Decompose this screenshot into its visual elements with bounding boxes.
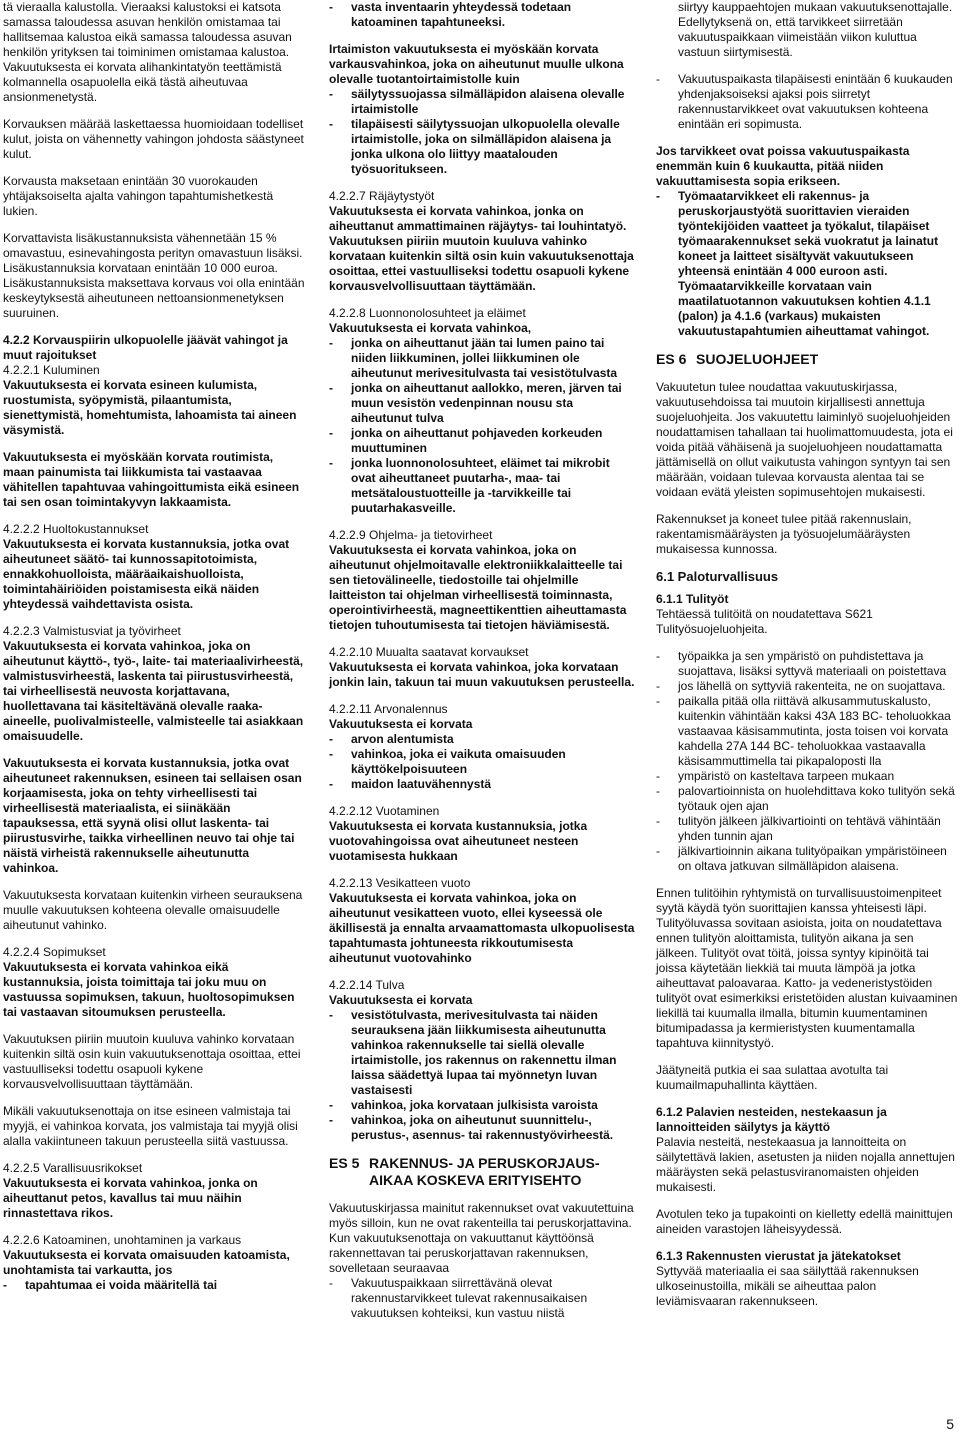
dash-list-item: - ympäristö on kasteltava tarpeen mukaan (656, 769, 958, 784)
section-heading: 4.2.2.2 Huoltokustannukset (3, 522, 149, 536)
paragraph: Avotulen teko ja tupakointi on kielletty edellä mainittujen aineiden varastojen läheisyydessä. (656, 1207, 953, 1236)
paragraph: Korvattavista lisäkustannuksista vähennetään 15 % omavastuu, esinevahingosta perityn omavastuun lisäksi. Lisäkustannuksia korvataan enintään 10 000 euroa. Lisäkustannuksista maksettava korvaus voi olla enintään keskeytyksestä aiheutuneen nettoansionmenetyksen suuruinen. (3, 231, 305, 320)
dash-list-item: - Vakuutuspaikasta tilapäisesti enintään 6 kuukauden yhdenjaksoiseksi ajaksi pois siirretyt rakennustarvikkeet ovat vakuutuksen kohteena enintään eri sopimusta. (656, 72, 958, 132)
dash-list-item: - tilapäisesti säilytyssuojan ulkopuolella olevalle irtaimistolle, joka on silmälläpidon alaisena ja jonka ulkona olo liittyy maatalouden työsuoritukseen. (329, 117, 636, 177)
chapter-heading-line (329, 1155, 636, 1172)
text-block (3, 945, 305, 1020)
section-heading: 4.2.2.8 Luonnonolosuhteet ja eläimet (329, 306, 526, 320)
dash-list-item: - säilytyssuojassa silmälläpidon alaisena olevalle irtaimistolle (329, 87, 636, 117)
section-heading: 4.2.2.12 Vuotaminen (329, 804, 440, 818)
bold-paragraph: Vakuutuksesta ei korvata vahinkoa, joka on aiheutunut vesikatteen vuoto, ellei kyseessä ole äkillisestä ja ennalta arvaamattomasta ulkopuolisesta tapahtumasta johtuneesta rikkoutumisesta aiheutunut vuotovahinko (329, 891, 635, 965)
paragraph: Rakennukset ja koneet tulee pitää rakennuslain, rakentamismääräysten ja työsuojelumääräysten mukaisessa kunnossa. (656, 512, 912, 556)
text-block (656, 649, 958, 874)
section-heading: 4.2.2.14 Tulva (329, 978, 405, 992)
section-heading: 4.2.2.13 Vesikatteen vuoto (329, 876, 471, 890)
dash-list-item: - vesistötulvasta, merivesitulvasta tai näiden seurauksena jään liikkumisesta aiheutunutta vahinkoa rakennukselle tai siellä olevalle irtaimistolle, jos rakennus on rakennettu ilman laissa säädettyä lupaa tai myönnetyn luvan vastaisesti (329, 1008, 636, 1098)
dash-list-item: - vahinkoa, joka on aiheutunut suunnittelu-, perustus-, asennus- tai rakennustyövirheestä. (329, 1113, 636, 1143)
dash-list-item: - työpaikka ja sen ympäristö on puhdistettava ja suojattava, lisäksi syttyvä materiaali on poistettava (656, 649, 958, 679)
column-right (656, 0, 958, 1321)
text-block (329, 876, 636, 966)
section-heading: 4.2.2.10 Muualta saatavat korvaukset (329, 645, 529, 659)
text-block (3, 450, 305, 510)
text-block (3, 117, 305, 162)
dash-list-item: - jälkivartioinnin aikana tulityöpaikan ympäristöineen on oltava jatkuvan silmälläpidon alaisena. (656, 844, 958, 874)
paragraph: Tehtäessä tulitöitä on noudatettava S621 Tulityösuojeluohjeita. (656, 607, 873, 636)
chapter-title: SUOJELUOHJEET (696, 351, 819, 367)
paragraph: Jäätyneitä putkia ei saa sulattaa avotulta tai kuumailmapuhallinta käyttäen. (656, 1063, 889, 1092)
section-heading: 4.2.2.5 Varallisuusrikokset (3, 1161, 143, 1175)
text-block (656, 1249, 958, 1309)
text-block (3, 174, 305, 219)
text-block (329, 306, 636, 516)
chapter-heading (656, 351, 958, 368)
text-block (656, 72, 958, 132)
dash-list-item: - arvon alentumista (329, 732, 636, 747)
chapter-heading (329, 1155, 636, 1189)
bold-paragraph: Vakuutuksesta ei korvata vahinkoa, joka on aiheutunut käyttö-, työ-, laite- tai materiaalivirheestä, valmistusvirheestä, laskenta tai piirustusvirheestä, tai virheellisestä neuvosta korjattavana, huollettavana tai käsiteltävänä olevalle raaka-aineelle, puolivalmisteelle, valmisteelle tai asiakkaan omaisuudelle. (3, 639, 304, 743)
section-heading: 4.2.2.11 Arvonalennus (329, 702, 448, 716)
bold-paragraph: Vakuutuksesta ei korvata omaisuuden katoamista, unohtamista tai varkautta, jos (3, 1248, 290, 1277)
section-heading: 4.2.2.4 Sopimukset (3, 945, 106, 959)
text-block (656, 1063, 958, 1093)
chapter-heading-line (656, 351, 958, 368)
bold-paragraph: Vakuutuksesta ei korvata kustannuksia, jotka vuotovahingoissa ovat aiheutuneet nesteen vuotamisesta hukkaan (329, 819, 588, 863)
column-middle (329, 0, 636, 1333)
bold-paragraph: Vakuutuksesta ei korvata vahinkoa eikä kustannuksia, joista toimittaja tai joku muu on vastuussa sopimuksen, takuun, huoltosopimuksen tai vastaavan sitoumuksen perusteella. (3, 960, 295, 1019)
text-block (656, 144, 958, 339)
bold-paragraph: Vakuutuksesta ei korvata vahinkoa, joka korvataan jonkin lain, takuun tai muun vakuutuksen perusteella. (329, 660, 635, 689)
text-block (3, 756, 305, 876)
chapter-number: ES 6 (656, 351, 687, 367)
text-block (3, 1104, 305, 1149)
text-block (3, 888, 305, 933)
section-heading: 6.1.1 Tulityöt (656, 592, 729, 606)
dash-list-item: - vahinkoa, joka korvataan julkisista varoista (329, 1098, 636, 1113)
dash-list-item: - jonka on aiheuttanut jään tai lumen paino tai niiden liikkuminen, jollei liikkuminen ole aiheutunut merivesitulvasta tai vesistötulvasta (329, 336, 636, 381)
bold-paragraph: Vakuutuksesta ei korvata (329, 993, 473, 1007)
text-block (329, 1201, 636, 1321)
paragraph: Vakuutuksen piiriin muutoin kuuluva vahinko korvataan kuitenkin siltä osin kuin vakuutuksenottaja osoittaa, ettei vastuulliseksi todettu osapuoli kykene korvausvelvollisuuttaan täyttämään. (3, 1032, 301, 1091)
dash-list-item: - maidon laatuvähennystä (329, 777, 636, 792)
text-block (656, 886, 958, 1051)
dash-list-item: - paikalla pitää olla riittävä alkusammutuskalusto, kuitenkin vähintään kaksi 43A 183 BC- teholuokkaa vastaavaa käsisammutinta, josta toisen voi korvata kahdella 27A 144 BC- teholuokkaa vastaavalla käsisammuttimella tai pikapaloposti lla (656, 694, 958, 769)
paragraph: Vakuutetun tulee noudattaa vakuutuskirjassa, vakuutusehdoissa tai muutoin kirjallisesti annettuja suojeluohjeita. Jos vakuutettu laiminlyö suojeluohjeiden noudattamisen tahallaan tai huolimattomuudesta, jota ei voida pitää vähäisenä ja suojeluohjeen noudattamatta jättämisellä on ollut vaikutusta vahingon syntyyn tai sen määrään, voidaan tulevaa korvausta alentaa tai se voidaan evätä yleisten sopimusehtojen mukaisesti. (656, 380, 953, 499)
section-heading: 4.2.2.3 Valmistusviat ja työvirheet (3, 624, 181, 638)
dash-list-item: - tapahtumaa ei voida määritellä tai (3, 1278, 305, 1293)
text-block (329, 702, 636, 792)
section-heading: 6.1.3 Rakennusten vierustat ja jätekatokset (656, 1249, 901, 1263)
bold-paragraph: Vakuutuksesta ei korvata vahinkoa, jonka on aiheuttanut ammattimainen räjäytys- tai louhintatyö. Vakuutuksen piiriin muutoin kuuluva vahinko korvataan kuitenkin siltä osin kuin vakuutuksenottaja osoittaa, ettei vastuulliseksi todettu osapuoli kykene korvausvelvollisuuttaan täyttämään. (329, 204, 634, 293)
paragraph: tä vieraalla kalustolla. Vieraaksi kalustoksi ei katsota samassa taloudessa asuvan henkilön omistamaa tai hallitsemaa kalustoa eikä samassa taloudessa asuvan henkilön yrityksen tai toiminimen omistamaa kalustoa. Vakuutuksesta ei korvata alihankintatyön teettämistä kolmannella osapuolella eikä tästä aiheutuvaa ansionmenetystä. (3, 0, 292, 104)
text-block (656, 1207, 958, 1237)
text-block (329, 189, 636, 294)
text-block (3, 1233, 305, 1293)
paragraph: Vakuutuksesta korvataan kuitenkin virheen seurauksena muulle vakuutuksen kohteena olevalle omaisuudelle aiheutunut vahinko. (3, 888, 303, 932)
text-block (329, 804, 636, 864)
dash-list-item: - tulityön jälkeen jälkivartiointi on tehtävä vähintään yhden tunnin ajan (656, 814, 958, 844)
bold-paragraph: Jos tarvikkeet ovat poissa vakuutuspaikasta enemmän kuin 6 kuukautta, pitää niiden vakuuttamisesta sopia erikseen. (656, 144, 910, 188)
text-block (3, 231, 305, 321)
dash-list-item: - Työmaatarvikkeet eli rakennus- ja peruskorjaustyötä suorittavien vieraiden työntekijöiden vaatteet ja työkalut, tilapäiset työmaarakennukset sekä vuokratut ja lainatut koneet ja laitteet sisältyvät vakuutukseen yhteensä enintään 4 000 euroon asti. Työmaatarvikkeille korvataan vain maatilatuotannon vakuutuksen kohtien 4.1.1 (palon) ja 4.1.6 (varkaus) mukaisten vakuutustapahtumien aiheuttamat vahingot. (656, 189, 958, 339)
text-block (656, 0, 958, 60)
section-heading: 4.2.2.9 Ohjelma- ja tietovirheet (329, 528, 493, 542)
paragraph: Ennen tulitöihin ryhtymistä on turvallisuustoimenpiteet syytä käydä työn suorittajien kanssa yhteisesti läpi. Tulityöluvassa sovitaan asioista, joita on noudatettava ennen tulityön aloittamista, tulityön aikana ja sen jälkeen. Tulityöt ovat töitä, joissa syntyy kipinöitä tai joissa käytetään liekkiä tai muuta lämpöä ja jotka aiheuttavat paloavaraa. Katto- ja vedeneristystöiden tulityöt ovat esimerkiksi eristetöiden alustan kuivaaminen liekillä tai kuumalla ilmalla, bitumin kuumentaminen bitumipadassa ja kermieristysten kuumentamalla tapahtuva kiinnitystyö. (656, 886, 958, 1050)
paragraph: Korvauksen määrää laskettaessa huomioidaan todelliset kulut, joista on vähennetty vahingon johdosta säästyneet kulut. (3, 117, 304, 161)
text-block (3, 1161, 305, 1221)
dash-list-item: - jonka on aiheuttanut aallokko, meren, järven tai muun vesistön vedenpinnan nousu sta aiheutunut tulva (329, 381, 636, 426)
text-block (3, 1032, 305, 1092)
dash-list-item: - Vakuutuspaikkaan siirrettävänä olevat rakennustarvikkeet tulevat rakennusaikaisen vakuutuksen kohteiksi, kun vastuu niistä (329, 1276, 636, 1321)
subsection-heading: 4.2.2.1 Kuluminen (3, 363, 100, 377)
bold-paragraph: Vakuutuksesta ei korvata vahinkoa, joka on aiheutunut ohjelmoitavalle elektroniikkalaitteelle tai sen tietovälineelle, tiedostoille tai ohjelmille laitteiston tai ohjelman virheellisestä toiminnasta, operointivirheestä, magneettikenttien aiheuttamasta tietojen tuhoutumisesta tai tietojen häviämisestä. (329, 543, 627, 632)
page-number: 5 (946, 1416, 954, 1432)
text-block (656, 380, 958, 500)
dash-list-continuation: siirtyy kauppaehtojen mukaan vakuutuksenottajalle. Edellytyksenä on, että tarvikkeet siirretään vakuutuspaikkaan viimeistään viikon kuluttua vastuun siirtymisestä. (678, 0, 953, 59)
dash-list-item: - vasta inventaarin yhteydessä todetaan katoaminen tapahtuneeksi. (329, 0, 636, 30)
section-heading: 6.1.2 Palavien nesteiden, nestekaasun ja lannoitteiden säilytys ja käyttö (656, 1105, 887, 1134)
paragraph: Korvausta maksetaan enintään 30 vuorokauden yhtäjaksoiselta ajalta vahingon tapahtumishetkestä lukien. (3, 174, 274, 218)
section-heading: 4.2.2.6 Katoaminen, unohtaminen ja varkaus (3, 1233, 242, 1247)
text-block (656, 1105, 958, 1195)
column-left (3, 0, 305, 1305)
dash-list-item: - vahinkoa, joka ei vaikuta omaisuuden käyttökelpoisuuteen (329, 747, 636, 777)
bold-paragraph: Vakuutuksesta ei korvata vahinkoa, jonka on aiheuttanut petos, kavallus tai muu näihin rinnastettava rikos. (3, 1176, 258, 1220)
chapter-title-line2: AIKAA KOSKEVA ERITYISEHTO (369, 1172, 582, 1188)
text-block (329, 645, 636, 690)
bold-paragraph: Vakuutuksesta ei myöskään korvata routimista, maan painumista tai liikkumista tai vastaavaa vähitellen tapahtuvaa vahingoittumista eikä esineen tai sen osan toimintakyvyn lakkaamista. (3, 450, 300, 509)
text-block (656, 512, 958, 557)
chapter-number: ES 5 (329, 1155, 360, 1171)
bold-paragraph: Vakuutuksesta ei korvata (329, 717, 473, 731)
paragraph: Palavia nesteitä, nestekaasua ja lannoitteita on säilytettävä lakien, asetusten ja niiden nojalla annettujen määräysten sekä pelastusviranomaisten ohjeiden mukaisesti. (656, 1135, 955, 1194)
text-block (3, 333, 305, 438)
paragraph: Mikäli vakuutuksenottaja on itse esineen valmistaja tai myyjä, ei vahinkoa korvata, jos valmistaja tai myyjä olisi alalla vakiintuneen takuun perusteella siitä vastuussa. (3, 1104, 298, 1148)
section-heading: 4.2.2.7 Räjäytystyöt (329, 189, 435, 203)
bold-paragraph: Vakuutuksesta ei korvata vahinkoa, (329, 321, 532, 335)
section-title: 6.1 Paloturvallisuus (656, 569, 779, 584)
text-block (329, 528, 636, 633)
paragraph: Syttyvää materiaalia ei saa säilyttää rakennuksen ulkoseinustoilla, mikäli se aiheuttaa palon leviämisvaaran rakennukseen. (656, 1264, 919, 1308)
bold-paragraph: Vakuutuksesta ei korvata kustannuksia, jotka ovat aiheutuneet rakennuksen, esineen tai sellaisen osan korjaamisesta, joka on tehty virheellisesti tai virheellisestä materiaalista, ei siinäkään tapauksessa, että syynä olisi ollut laskenta- tai piirustusvirhe, taikka virheellinen neuvo tai ohje tai näistä virheistä rakennukselle aiheutunutta vahinkoa. (3, 756, 302, 875)
text-block (329, 42, 636, 177)
dash-list-item: - jonka luonnonolosuhteet, eläimet tai mikrobit ovat aiheuttaneet puutarha-, maa- tai metsätaloustuotteille ja -tarvikkeille tai puutarhakasveille. (329, 456, 636, 516)
text-block (329, 0, 636, 30)
chapter-title: RAKENNUS- JA PERUSKORJAUS- (369, 1155, 600, 1171)
bold-paragraph: Vakuutuksesta ei korvata esineen kulumista, ruostumista, syöpymistä, pilaantumista, sienettymistä, homehtumista, lahoamista tai aineen väsymistä. (3, 378, 297, 437)
section-heading: 4.2.2 Korvauspiirin ulkopuolelle jäävät vahingot ja muut rajoitukset (3, 333, 288, 362)
dash-list-item: - jos lähellä on syttyviä rakenteita, ne on suojattava. (656, 679, 958, 694)
text-block (329, 978, 636, 1143)
dash-list-item: - palovartioinnista on huolehdittava koko tulityön sekä työtauk ojen ajan (656, 784, 958, 814)
text-block (3, 0, 305, 105)
text-block (3, 522, 305, 612)
dash-list-item: - jonka on aiheuttanut pohjaveden korkeuden muuttuminen (329, 426, 636, 456)
bold-paragraph: Vakuutuksesta ei korvata kustannuksia, jotka ovat aiheutuneet säätö- tai kunnossapitotoimista, ennakkohuolloista, määräaikaishuolloista, toimintahäiriöiden poistamisesta eikä näiden yhteydessä vaihdettavista osista. (3, 537, 290, 611)
text-block (3, 624, 305, 744)
text-block (656, 592, 958, 637)
bold-paragraph: Irtaimiston vakuutuksesta ei myöskään korvata varkausvahinkoa, joka on aiheutunut muulle ulkona olevalle tuotantoirtaimistolle kuin (329, 42, 624, 86)
paragraph: Vakuutuskirjassa mainitut rakennukset ovat vakuutettuina myös silloin, kun ne ovat rakenteilla tai peruskorjattavina. Kun vakuutuksenottaja on vakuuttanut käyttöönsä rakennettavan tai peruskorjattavan rakennuksen, sovelletaan seuraavaa (329, 1201, 634, 1275)
